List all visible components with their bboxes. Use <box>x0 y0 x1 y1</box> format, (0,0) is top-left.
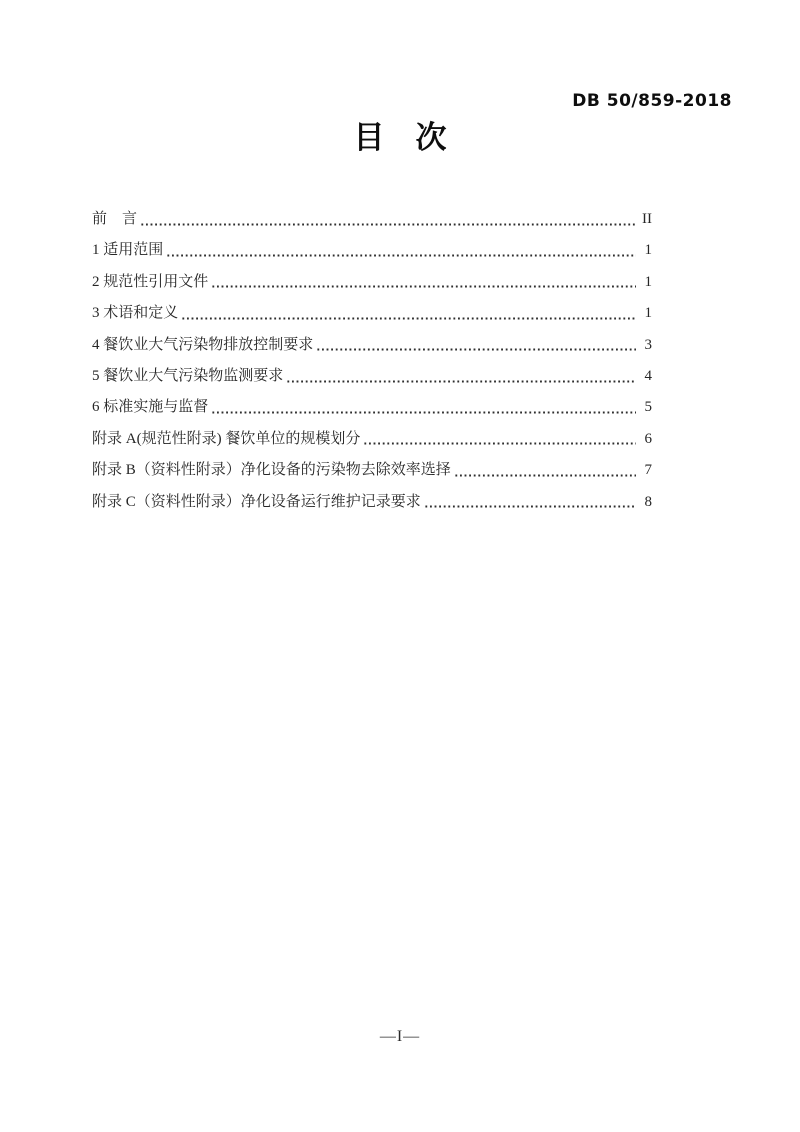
toc-entry-label: 前 言 <box>92 211 138 227</box>
toc-entry-page: 1 <box>644 305 652 322</box>
toc-entry-page: 1 <box>644 273 652 290</box>
toc-entry-page: 4 <box>644 367 652 384</box>
toc-entry-label: 附录 B（资料性附录）净化设备的污染物去除效率选择 <box>92 462 451 479</box>
dot-leader <box>316 330 636 361</box>
toc-entry-appendix-c <box>92 487 652 518</box>
toc-entry-page: 5 <box>644 399 652 416</box>
toc-entry-foreword <box>92 204 652 235</box>
toc-entry-label: 4 餐饮业大气污染物排放控制要求 <box>92 336 314 353</box>
dot-leader <box>211 392 636 423</box>
toc-entry-label: 附录 A(规范性附录) 餐饮单位的规模划分 <box>92 430 361 447</box>
toc-entry-normative-references <box>92 267 652 298</box>
dot-leader <box>181 298 636 329</box>
toc-entry-label: 2 规范性引用文件 <box>92 273 209 290</box>
toc-entry-label: 1 适用范围 <box>92 242 164 259</box>
toc-entry-implementation <box>92 392 652 423</box>
toc-entry-monitoring <box>92 361 652 392</box>
dot-leader <box>166 235 636 266</box>
toc-entry-page: 7 <box>644 462 652 479</box>
dot-leader <box>211 267 636 298</box>
toc-entry-page: 1 <box>644 242 652 259</box>
toc-entry-page: 3 <box>644 336 652 353</box>
toc-entry-scope <box>92 235 652 266</box>
dot-leader <box>363 424 636 455</box>
toc-entry-label: 附录 C（资料性附录）净化设备运行维护记录要求 <box>92 493 421 510</box>
toc-entry-label: 6 标准实施与监督 <box>92 399 209 416</box>
dot-leader <box>140 204 636 235</box>
toc-entry-page: 8 <box>644 493 652 510</box>
dot-leader <box>454 455 636 486</box>
table-of-contents <box>92 204 652 518</box>
toc-entry-appendix-b <box>92 455 652 486</box>
toc-entry-emission-control <box>92 330 652 361</box>
toc-entry-label: 3 术语和定义 <box>92 305 179 322</box>
toc-entry-page: II <box>642 211 652 227</box>
page-title: 目 次 <box>353 120 447 155</box>
dot-leader <box>286 361 636 392</box>
standard-code: DB 50/859-2018 <box>572 91 732 111</box>
toc-entry-page: 6 <box>644 430 652 447</box>
toc-entry-terms-definitions <box>92 298 652 329</box>
toc-entry-label: 5 餐饮业大气污染物监测要求 <box>92 367 284 384</box>
dot-leader <box>424 487 636 518</box>
page-number-footer: —I— <box>379 1028 421 1045</box>
toc-entry-appendix-a <box>92 424 652 455</box>
